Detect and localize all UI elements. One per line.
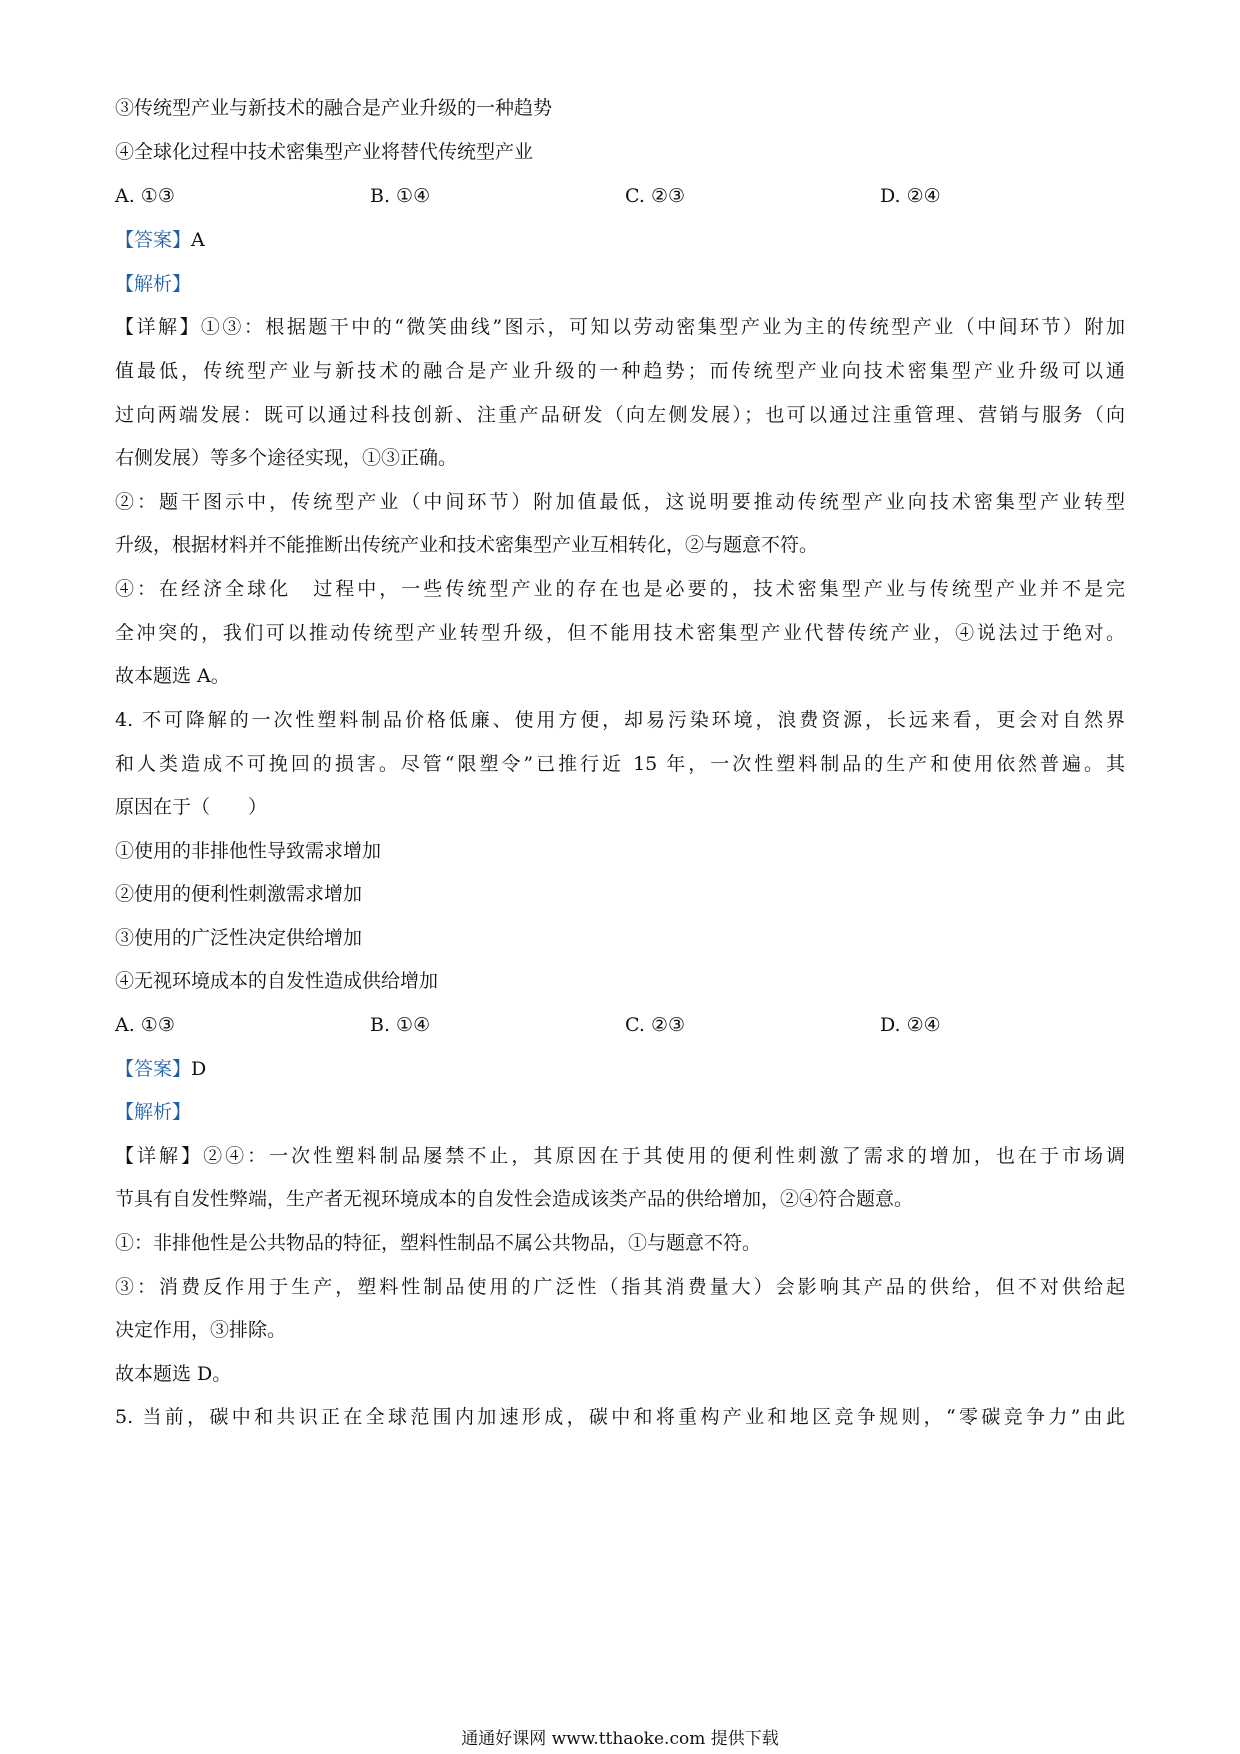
q4-stem-line: 和人类造成不可挽回的损害。尽管“限塑令”已推行近 15 年，一次性塑料制品的生产和使用依然普遍。其 xyxy=(115,753,1125,775)
q4-option-2: ②使用的便利性刺激需求增加 xyxy=(115,883,363,905)
q4-answer xyxy=(115,1056,206,1082)
q3-choice-d: D. ②④ xyxy=(880,185,941,207)
q3-option-4: ④全球化过程中技术密集型产业将替代传统型产业 xyxy=(115,141,534,163)
q3-detail-line: 全冲突的，我们可以推动传统型产业转型升级，但不能用技术密集型产业代替传统产业，④说法过于绝对。 xyxy=(115,622,1125,644)
q4-choice-c: C. ②③ xyxy=(625,1014,686,1036)
q4-choice-a: A. ①③ xyxy=(115,1014,175,1036)
q3-detail-line: 右侧发展）等多个途径实现，①③正确。 xyxy=(115,447,458,469)
q3-analysis-tag: 【解析】 xyxy=(115,273,192,295)
q4-detail-line: ③：消费反作用于生产，塑料性制品使用的广泛性（指其消费量大）会影响其产品的供给，但不对供给起 xyxy=(115,1276,1125,1298)
q3-option-3: ③传统型产业与新技术的融合是产业升级的一种趋势 xyxy=(115,97,553,119)
q4-option-4: ④无视环境成本的自发性造成供给增加 xyxy=(115,970,439,992)
q4-option-3: ③使用的广泛性决定供给增加 xyxy=(115,927,363,949)
q3-detail-line: 过向两端发展：既可以通过科技创新、注重产品研发（向左侧发展）；也可以通过注重管理、营销与服务（向 xyxy=(115,404,1125,426)
q3-detail-line: ④：在经济全球化 过程中，一些传统型产业的存在也是必要的，技术密集型产业与传统型产业并不是完 xyxy=(115,578,1125,600)
answer-tag: 【答案】 xyxy=(115,229,192,251)
page-footer: 通通好课网 www.tthaoke.com 提供下载 xyxy=(461,1729,779,1749)
q3-detail-line: 值最低，传统型产业与新技术的融合是产业升级的一种趋势；而传统型产业向技术密集型产业升级可以通 xyxy=(115,360,1125,382)
q3-detail-line: ②：题干图示中，传统型产业（中间环节）附加值最低，这说明要推动传统型产业向技术密集型产业转型 xyxy=(115,491,1125,513)
q3-answer xyxy=(115,227,205,253)
q4-stem-line: 原因在于（ ） xyxy=(115,796,268,818)
q4-detail-line: 决定作用，③排除。 xyxy=(115,1319,287,1341)
q4-detail-line: 节具有自发性弊端，生产者无视环境成本的自发性会造成该类产品的供给增加，②④符合题意。 xyxy=(115,1188,914,1210)
q4-option-1: ①使用的非排他性导致需求增加 xyxy=(115,840,382,862)
q4-conclusion: 故本题选 D。 xyxy=(115,1363,232,1385)
q3-conclusion: 故本题选 A。 xyxy=(115,665,230,687)
q4-stem-line: 4. 不可降解的一次性塑料制品价格低廉、使用方便，却易污染环境，浪费资源，长远来看，更会对自然界 xyxy=(115,709,1125,731)
answer-tag: 【答案】 xyxy=(115,1058,192,1080)
q3-detail-line: 【详解】①③：根据题干中的“微笑曲线”图示，可知以劳动密集型产业为主的传统型产业（中间环节）附加 xyxy=(115,316,1125,338)
answer-value: D xyxy=(191,1058,207,1080)
q3-choice-c: C. ②③ xyxy=(625,185,686,207)
answer-value: A xyxy=(191,229,205,251)
q4-detail-line: ①：非排他性是公共物品的特征，塑料性制品不属公共物品，①与题意不符。 xyxy=(115,1232,762,1254)
q4-analysis-tag: 【解析】 xyxy=(115,1101,192,1123)
q4-detail-line: 【详解】②④：一次性塑料制品屡禁不止，其原因在于其使用的便利性刺激了需求的增加，也在于市场调 xyxy=(115,1145,1125,1167)
q4-choice-d: D. ②④ xyxy=(880,1014,941,1036)
q4-choice-b: B. ①④ xyxy=(370,1014,431,1036)
q3-choice-a: A. ①③ xyxy=(115,185,175,207)
q5-stem-line: 5. 当前，碳中和共识正在全球范围内加速形成，碳中和将重构产业和地区竞争规则，“零碳竞争力”由此 xyxy=(115,1406,1125,1428)
q3-choice-b: B. ①④ xyxy=(370,185,431,207)
q3-detail-line: 升级，根据材料并不能推断出传统产业和技术密集型产业互相转化，②与题意不符。 xyxy=(115,534,819,556)
